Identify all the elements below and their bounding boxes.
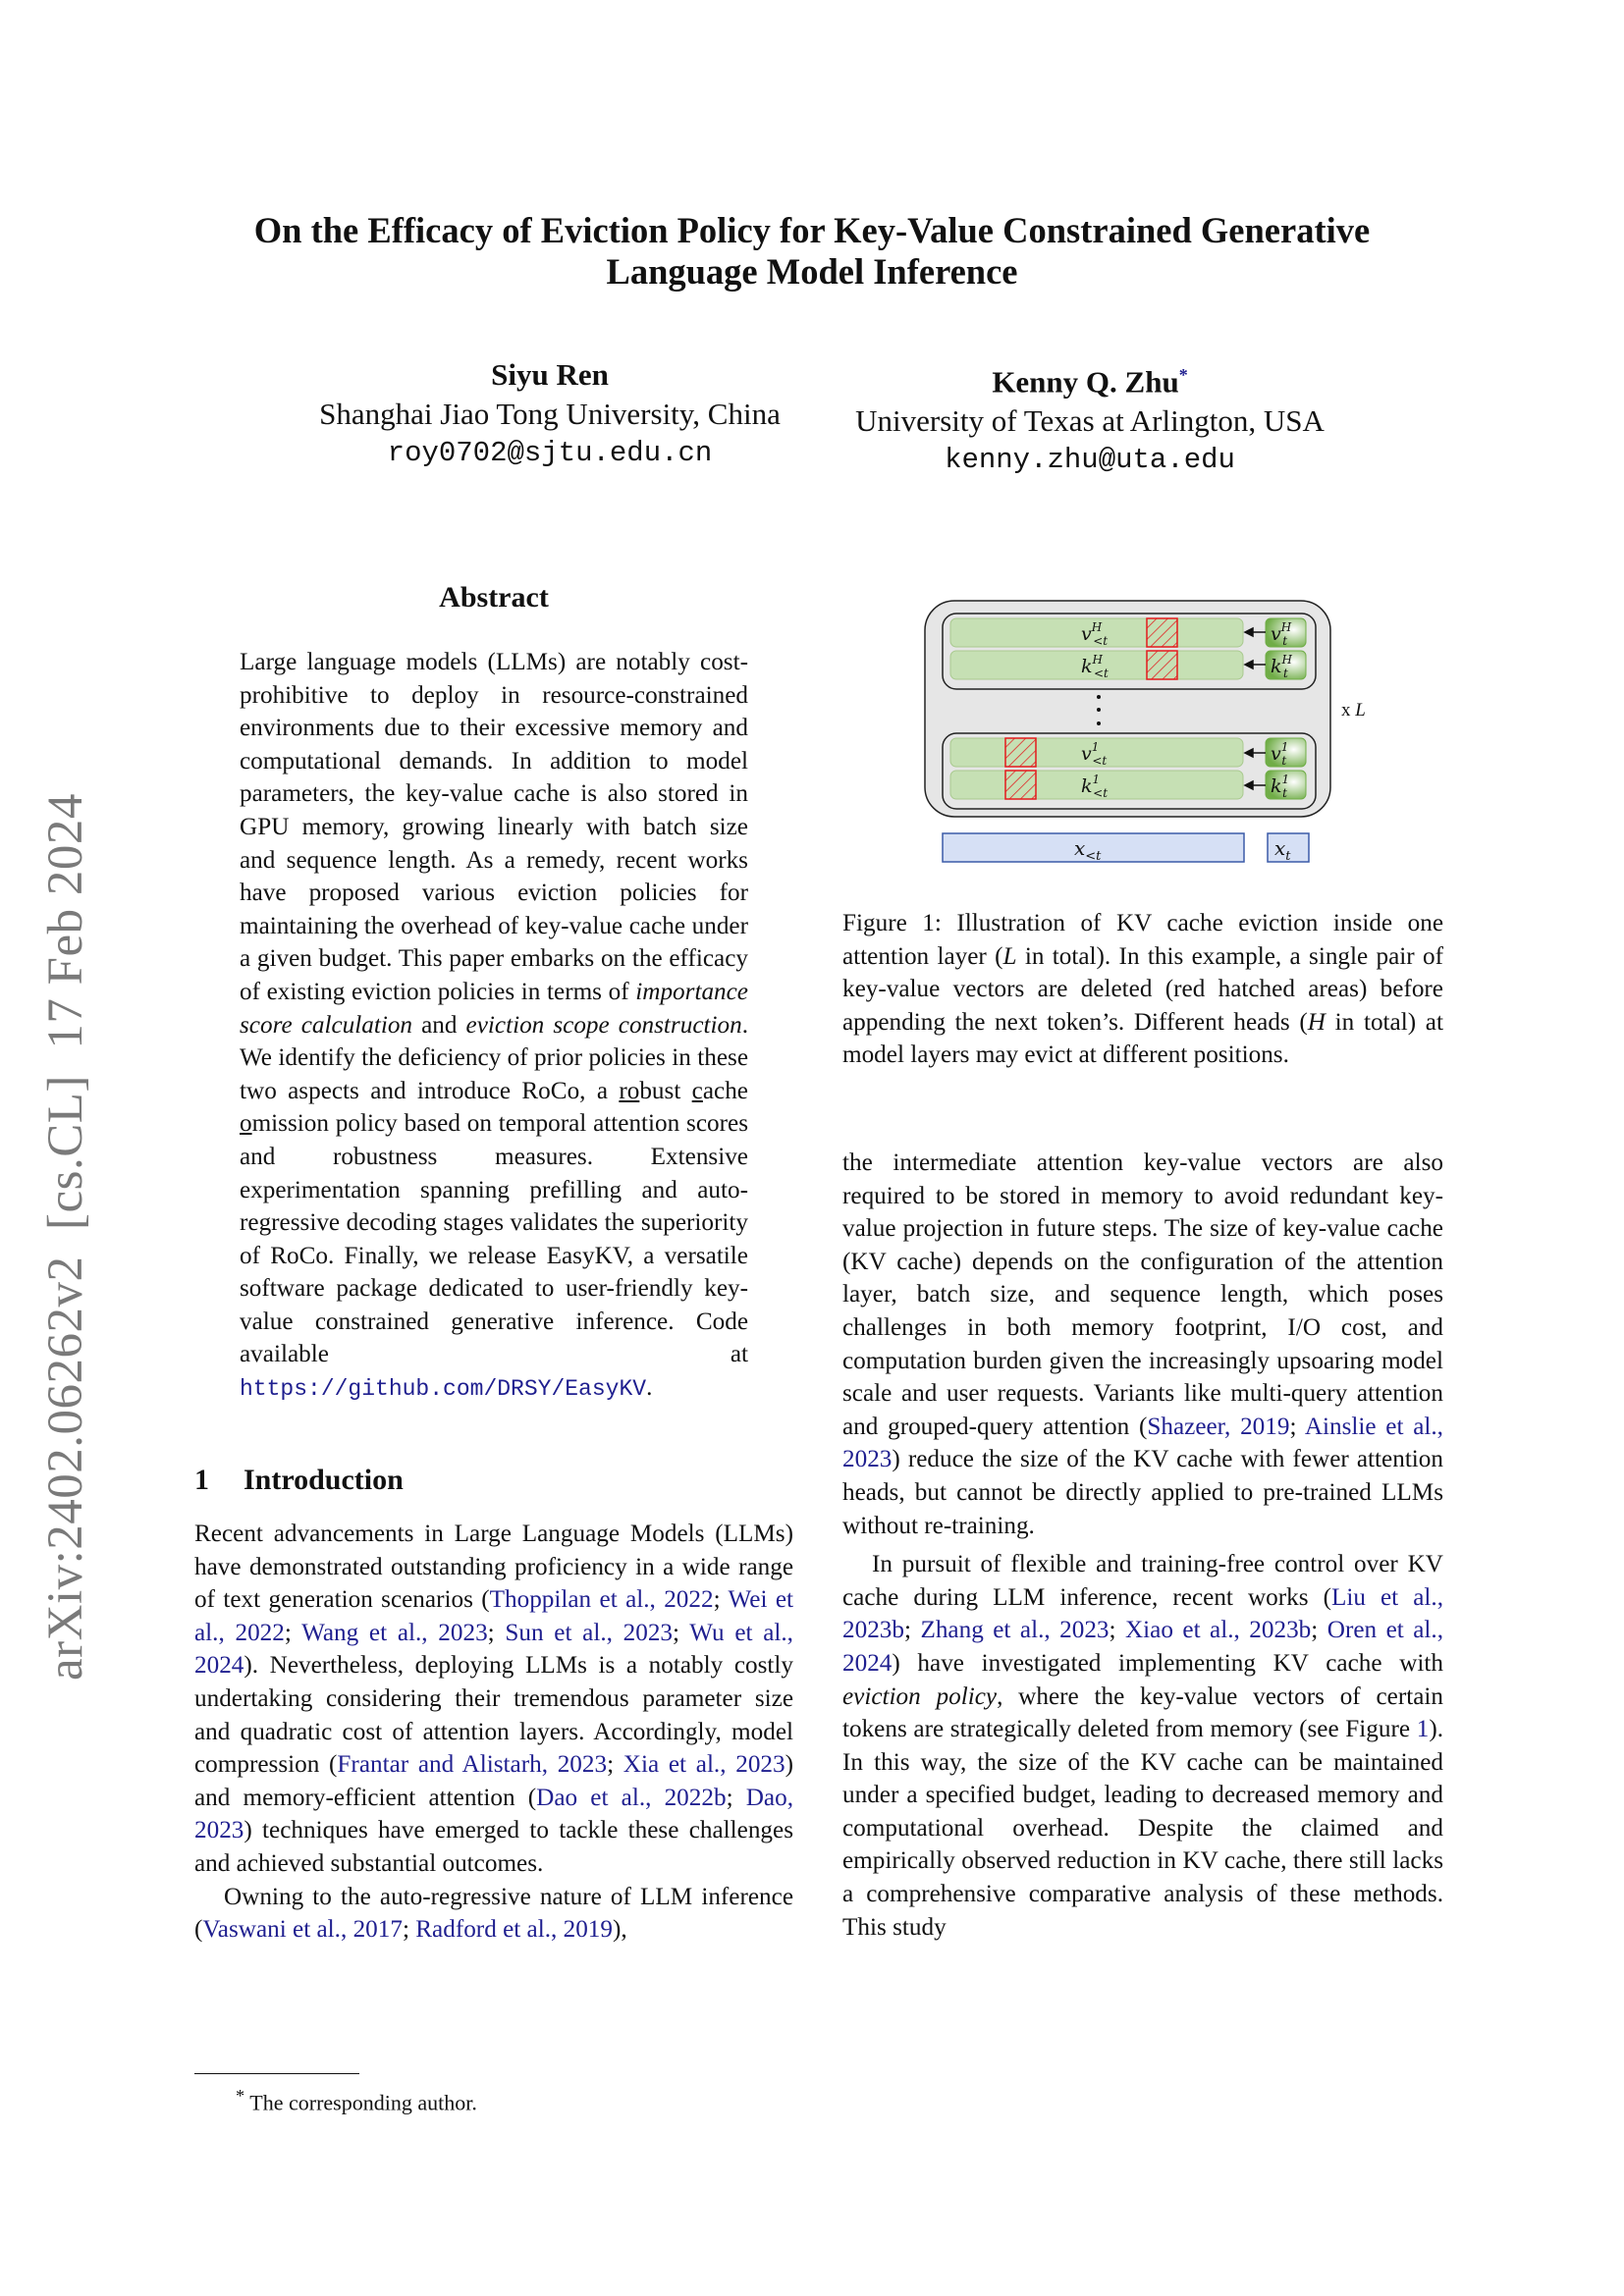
citation-link[interactable]: Frantar and Alistarh, 2023 [337,1751,608,1779]
arxiv-stamp: arXiv:2402.06262v2 [cs.CL] 17 Feb 2024 [38,793,93,1681]
text: ), [613,1916,627,1944]
footnote-text: The corresponding author. [244,2090,477,2115]
code-link[interactable]: https://github.com/DRSY/EasyKV [240,1376,647,1403]
text: ) have investigated implementing KV cache with [892,1649,1443,1677]
svg-text:k1<t: $k^1 <t$ [1081,773,1109,800]
text: In pursuit of flexible and training-free control over KV cache during LLM inference, recent works ( [842,1551,1443,1611]
abstract-text: bust [639,1077,692,1104]
text: ; [402,1916,416,1944]
text: ; [1109,1617,1125,1644]
caption-text: Figure 1: Illustration of KV cache eviction inside one attention layer ( [842,910,1443,970]
text: ; [726,1784,746,1811]
svg-text:k1t: $k^1$ t [1271,773,1290,800]
author-name [835,355,1345,401]
acronym-underline: o [240,1110,252,1138]
text: Owning to the auto-regressive nature of LLM inference ( [194,1883,793,1944]
svg-text:vHt: $v^H$ t [1271,620,1292,648]
text: ) reduce the size of the KV cache with fewer attention heads, but cannot be directly applied to pre-trained LLMs without re-training. [842,1446,1443,1539]
author-name-text: Kenny Q. Zhu [992,364,1179,400]
acronym-underline: c [691,1077,703,1104]
citation-link[interactable]: Wang et al., 2023 [301,1619,488,1646]
figure-kv-cache-eviction [919,589,1390,874]
section-title: Introduction [244,1464,404,1496]
author-block-1 [295,355,805,473]
text: ; [713,1586,729,1614]
citation-link[interactable]: Wu et al., 2024 [194,1619,793,1680]
abstract-emph: eviction scope construction [465,1011,742,1039]
citation-link[interactable]: Xiao et al., 2023b [1124,1617,1312,1644]
svg-text:v1<t: $v^1 <t$ [1081,740,1108,768]
abstract-text: . We identify the deficiency of prior policies in these two aspects and introduce RoCo, a [240,1011,748,1104]
citation-link[interactable]: Xia et al., 2023 [623,1751,785,1779]
paragraph [842,1548,1443,1944]
text: ) techniques have emerged to tackle these challenges and achieved substantial outcomes. [194,1817,793,1877]
text: Recent advancements in Large Language Models (LLMs) have demonstrated outstanding proficiency in a wide range of text generation scenarios ( [194,1521,793,1614]
svg-text:kHt: $k^H$ t [1271,653,1292,680]
intro-left-column [194,1518,793,1947]
text: the intermediate attention key-value vectors are also required to be stored in memory to avoid redundant key-value projection in future steps. The size of key-value cache (KV cache) depends on the configuration of the attention layer, batch size, and sequence length, which poses challenges in both memory footprint, I/O cost, and computation burden given the increasingly upsoaring model scale and user requests. Variants like multi-query attention and grouped-query attention ( [842,1149,1443,1440]
citation-link[interactable]: Sun et al., 2023 [505,1619,674,1646]
citation-link[interactable]: Dao et al., 2022b [536,1784,727,1811]
caption-math: L [1002,942,1017,970]
section-number: 1 [194,1464,209,1496]
text: ; [284,1619,302,1646]
svg-text:x<t: $x_{<t}$ [1074,836,1102,864]
emphasis: eviction policy [842,1682,998,1710]
citation-link[interactable]: Thoppilan et al., 2022 [489,1586,714,1614]
kv-cache-diagram [919,589,1390,874]
title-line-1: On the Efficacy of Eviction Policy for Key-Value Constrained Generative [253,210,1371,250]
text: ; [903,1617,921,1644]
footnote-rule [194,2073,359,2074]
citation-link[interactable]: Oren et al., 2024 [842,1617,1443,1677]
author-affiliation: Shanghai Jiao Tong University, China [319,397,781,431]
author-email[interactable]: kenny.zhu@uta.edu [945,444,1235,477]
abstract-emph: importance score calculation [240,978,748,1039]
acronym-underline: ro [619,1077,640,1104]
author-affiliation: University of Texas at Arlington, USA [855,403,1325,439]
citation-link[interactable]: Vaswani et al., 2017 [202,1916,403,1944]
abstract-text: mission policy based on temporal attention scores and robustness measures. Extensive experimentation spanning prefilling and auto-regressive decoding stages validates the superiority of RoCo. Finally, we release EasyKV, a versatile software package dedicated to user-friendly key-value constrained generative inference. Code available at [240,1110,748,1368]
intro-right-column [842,1147,1443,1944]
paragraph [194,1518,793,1881]
author-email[interactable]: roy0702@sjtu.edu.cn [387,437,713,469]
svg-text:kH<t: $k^H <t$ [1081,653,1109,680]
paragraph [194,1881,793,1947]
text: ; [673,1619,690,1646]
section-heading [194,1464,404,1497]
abstract-text: Large language models (LLMs) are notably cost-prohibitive to deploy in resource-constrained environments due to their excessive memory and computational demands. In addition to model parameters, the key-value cache is also stored in GPU memory, growing linearly with batch size and sequence length. As a remedy, recent works have proposed various eviction policies for maintaining the overhead of key-value cache under a given budget. This paper embarks on the efficacy of existing eviction policies in terms of [240,649,748,1005]
citation-link[interactable]: Radford et al., 2019 [415,1916,613,1944]
footnote-mark[interactable]: * [1178,365,1188,385]
text: , where the key-value vectors of certain tokens are strategically deleted from memory (see Figure [842,1682,1443,1743]
svg-text:vH<t: $v^H <t$ [1081,620,1109,648]
author-block-2 [835,355,1345,480]
text: ; [607,1751,623,1779]
caption-text: in total) at model layers may evict at different positions. [842,1008,1443,1069]
author-name: Siyu Ren [491,357,609,392]
text: ). Nevertheless, deploying LLMs is a notably costly undertaking considering their tremendous parameter size and quadratic cost of attention layers. Accordingly, model compression ( [194,1652,793,1779]
footnote-mark: * [236,2086,245,2106]
citation-link[interactable]: Wei et al., 2022 [194,1586,793,1646]
text: ) and memory-efficient attention ( [194,1751,794,1811]
text: ; [1311,1617,1327,1644]
paper-title [0,210,1624,293]
abstract-body [240,646,748,1407]
figure-caption [842,907,1443,1072]
citation-link[interactable]: Shazeer, 2019 [1147,1413,1290,1440]
svg-text:v1t: $v^1$ t [1271,740,1289,768]
caption-math: H [1307,1008,1326,1036]
citation-link[interactable]: Ainslie et al., 2023 [842,1413,1443,1473]
citation-link[interactable]: Dao, 2023 [194,1784,793,1844]
footnote [236,2086,477,2115]
caption-text: in total). In this example, a single pair of key-value vectors are deleted (red hatched areas) before appending the next token’s. Different heads ( [842,942,1443,1036]
text: ; [487,1619,506,1646]
figure-ref-link[interactable]: 1 [1416,1716,1430,1743]
text: ). In this way, the size of the KV cache can be maintained under a specified budget, leading to decreased memory and computational overhead. Despite the claimed and empirically observed reduction in KV cache, there still lacks a comprehensive comparative analysis of these methods. This study [842,1716,1443,1941]
abstract-text: ache [702,1077,748,1104]
svg-text:xt: $x_t$ [1274,836,1291,864]
title-line-2: Language Model Inference [606,251,1018,292]
svg-text:x L: x L [1341,700,1366,721]
abstract-text: and [412,1011,466,1039]
abstract-text: . [646,1374,653,1402]
text: ; [1289,1413,1305,1440]
citation-link[interactable]: Liu et al., 2023b [842,1583,1443,1644]
abstract-heading: Abstract [439,581,549,614]
paragraph [842,1147,1443,1542]
citation-link[interactable]: Zhang et al., 2023 [920,1617,1110,1644]
